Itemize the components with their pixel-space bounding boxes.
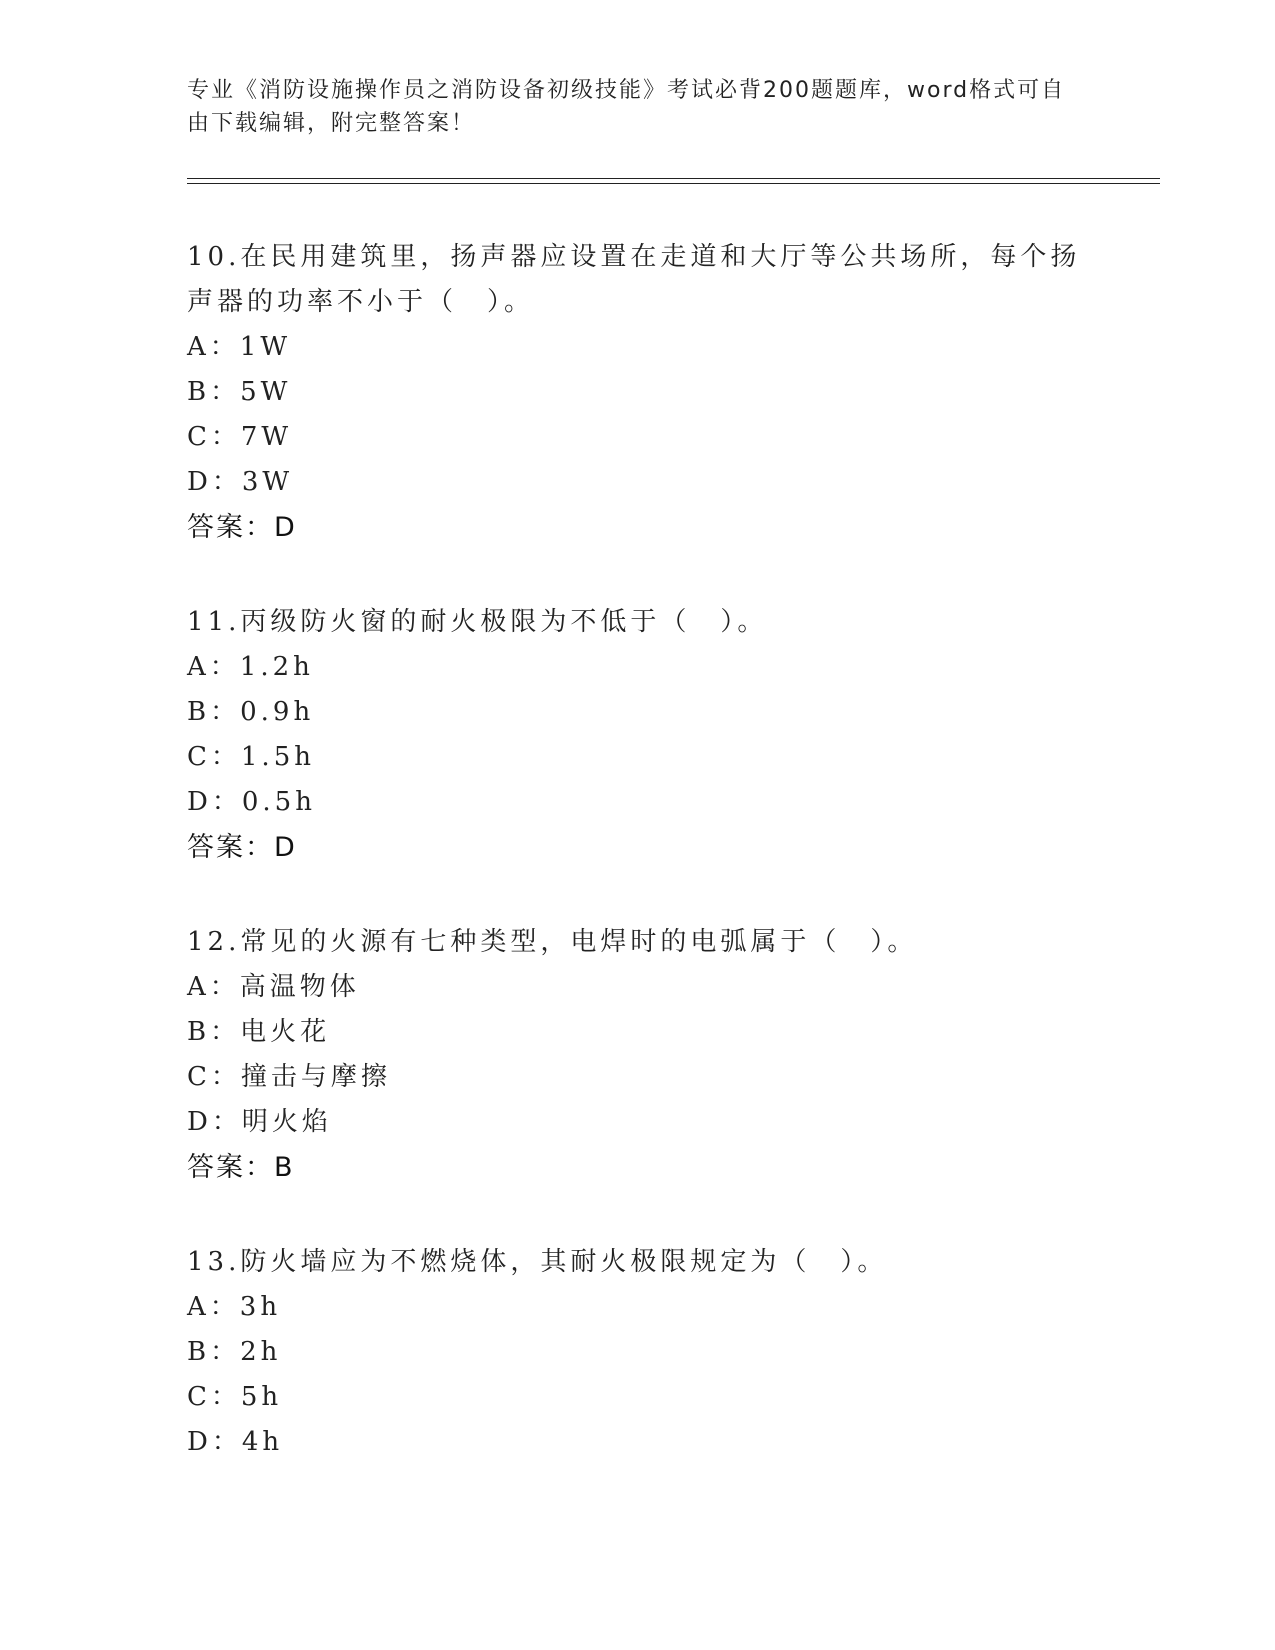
answer-line: 答案：D xyxy=(187,832,297,863)
question-stem: 13.防火墙应为不燃烧体，其耐火极限规定为（ ）。 xyxy=(187,1247,888,1277)
question-stem: 12.常见的火源有七种类型，电焊时的电弧属于（ ）。 xyxy=(187,927,918,957)
option-a: A：3h xyxy=(187,1292,282,1322)
option-d: D：明火焰 xyxy=(187,1107,332,1137)
header-divider-top xyxy=(187,178,1160,179)
question-block xyxy=(187,235,1087,550)
option-c: C：1.5h xyxy=(187,742,315,772)
option-c: C：5h xyxy=(187,1382,283,1412)
question-block xyxy=(187,600,1087,870)
option-b: B：2h xyxy=(187,1337,282,1367)
option-a: A：高温物体 xyxy=(187,972,360,1002)
option-b: B：电火花 xyxy=(187,1017,331,1047)
answer-line: 答案：B xyxy=(187,1152,295,1183)
question-block xyxy=(187,920,1087,1190)
option-d: D：4h xyxy=(187,1427,284,1457)
option-c: C：7W xyxy=(187,422,293,452)
option-c: C：撞击与摩擦 xyxy=(187,1062,391,1092)
question-block xyxy=(187,1240,1087,1465)
question-stem: 11.丙级防火窗的耐火极限为不低于（ ）。 xyxy=(187,607,768,637)
header-divider-bottom xyxy=(187,183,1160,184)
option-a: A：1W xyxy=(187,332,292,362)
document-header: 专业《消防设施操作员之消防设备初级技能》考试必背200题题库，word格式可自由下载编辑，附完整答案！ xyxy=(187,78,1066,136)
option-b: B：5W xyxy=(187,377,292,407)
option-a: A：1.2h xyxy=(187,652,314,682)
option-d: D：3W xyxy=(187,467,294,497)
answer-line: 答案：D xyxy=(187,512,297,543)
option-b: B：0.9h xyxy=(187,697,315,727)
option-d: D：0.5h xyxy=(187,787,316,817)
question-stem: 10.在民用建筑里，扬声器应设置在走道和大厅等公共场所，每个扬声器的功率不小于（ ）。 xyxy=(187,242,1081,317)
